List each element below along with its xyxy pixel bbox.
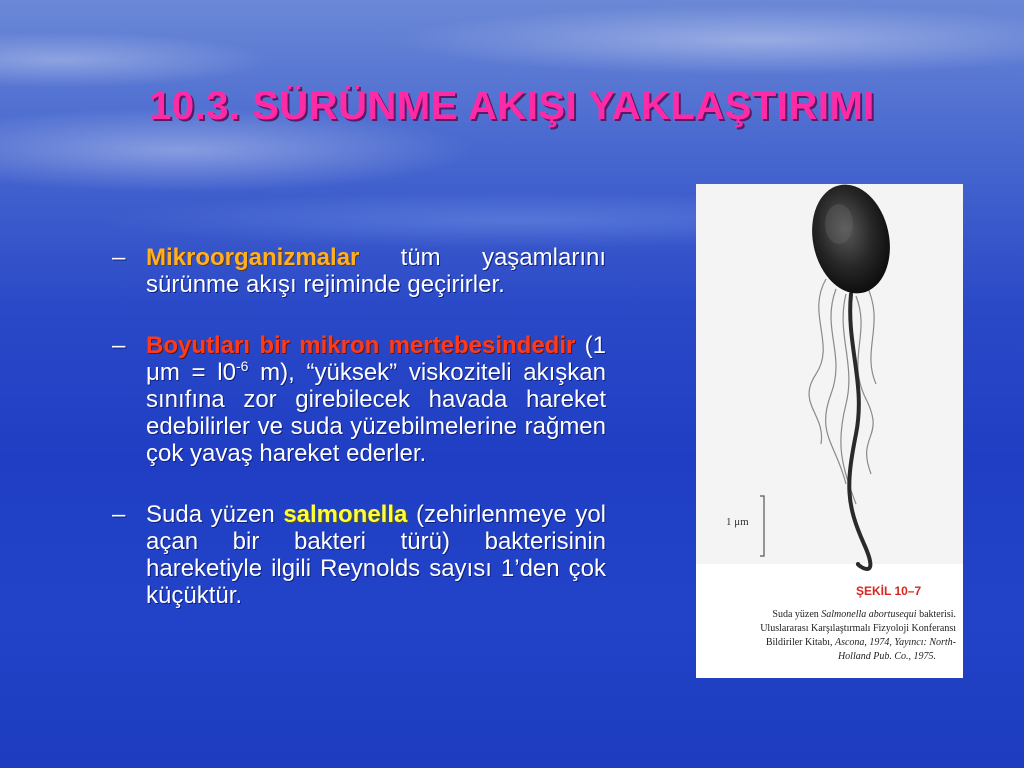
bullet-text-rest: (zehirlenmeye yol açan bir bakteri türü) bakterisinin hareketiyle ilgili Reynolds sayısı 1’den çok küçüktür. [146, 501, 606, 609]
bullet-salmonella [112, 501, 606, 609]
bullet-text: tüm yaşamlarını sürünme akışı rejiminde geçirirler. [146, 244, 606, 298]
bullet-dash: – [112, 244, 126, 271]
caption-line-4 [698, 650, 960, 664]
bullet-dash: – [112, 501, 126, 528]
bullet-list [112, 244, 606, 643]
caption-line-2: Uluslararası Karşılaştırmalı Fizyoloji Konferansı [760, 623, 956, 634]
caption-text: Bildiriler Kitabı, [765, 637, 835, 648]
caption-line-1 [698, 608, 960, 622]
exponent: -6 [235, 358, 249, 374]
caption-text: bakterisi. [916, 609, 956, 620]
bullet-text: (1 μm = l0 [146, 332, 606, 386]
caption-species: Salmonella abortusequi [821, 609, 917, 620]
highlight-salmonella: salmonella [283, 501, 408, 528]
highlight-size: Boyutları bir mikron mertebesindedir [146, 332, 576, 359]
bullet-text: Suda yüzen [146, 501, 284, 528]
bullet-text-rest: m), “yüksek” viskoziteli akışkan sınıfına zor girebilecek havada hareket edebilirler ve suda yüzebilmelerine rağmen çok yavaş hareket ederler. [146, 359, 606, 467]
figure-caption [698, 608, 960, 664]
caption-source: Ascona, 1974, Yayıncı: North- [834, 637, 956, 648]
slide-title: 10.3. SÜRÜNME AKIŞI YAKLAŞTIRIMI [149, 84, 875, 128]
caption-line-3 [698, 636, 960, 650]
caption-text: Suda yüzen [772, 609, 822, 620]
highlight-microorganisms: Mikroorganizmalar [146, 244, 360, 271]
caption-publisher: Holland Pub. Co., 1975. [837, 651, 936, 662]
bullet-dash: – [112, 332, 126, 359]
bullet-size [112, 332, 606, 467]
scale-label: 1 μm [726, 516, 749, 528]
salmonella-micrograph [696, 184, 963, 678]
figure-label: ŞEKİL 10–7 [856, 584, 922, 598]
bullet-microorganisms [112, 244, 606, 298]
bacterium-figure [696, 184, 963, 678]
